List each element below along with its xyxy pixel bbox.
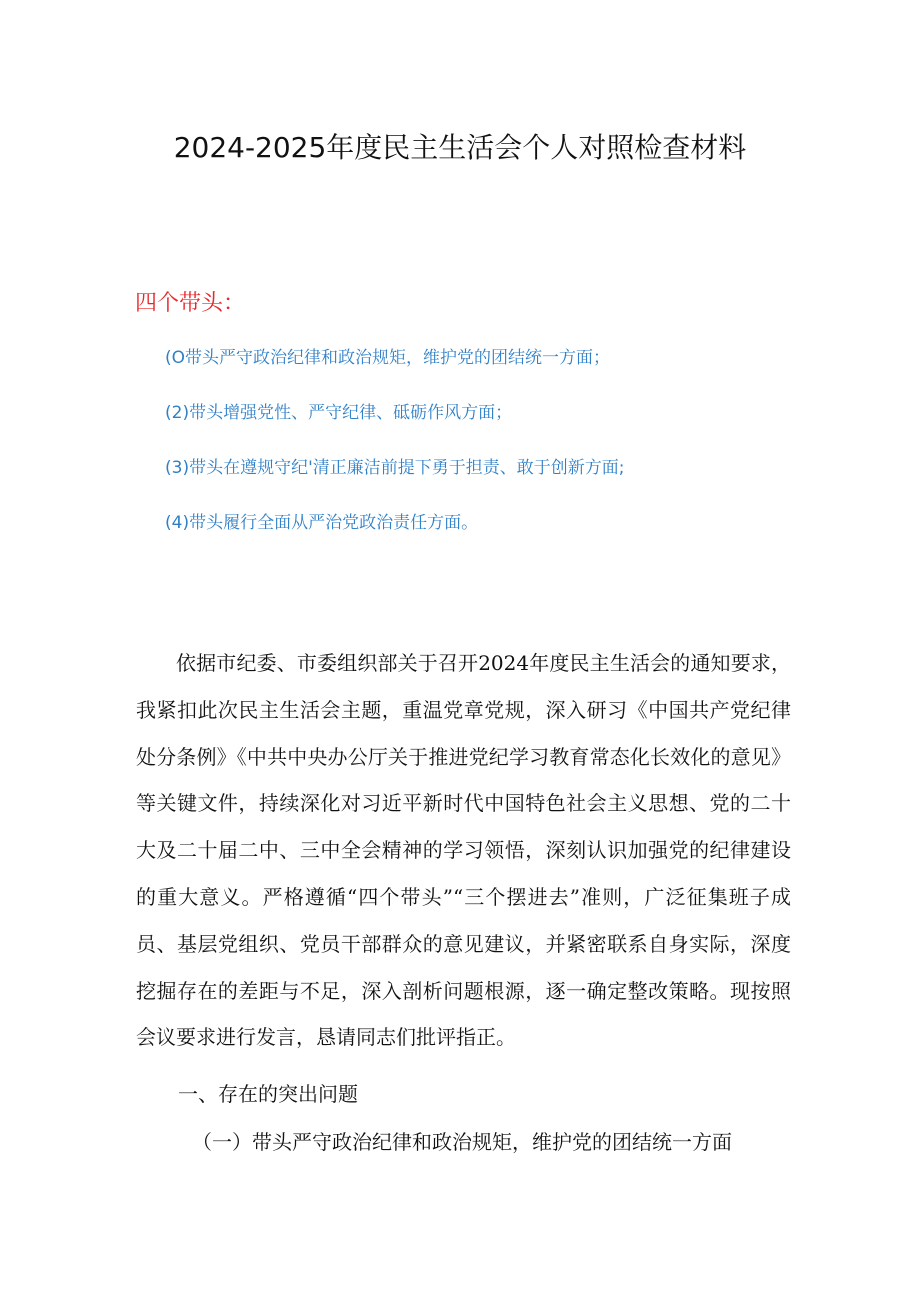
four-leads-item-2: (2)带头增强党性、严守纪律、砥砺作风方面； [165,403,513,423]
four-leads-item-3: (3)带头在遵规守纪'清正廉洁前提下勇于担责、敢于创新方面; [165,458,625,478]
document-title: 2024-2025年度民主生活会个人对照检查材料 [173,131,747,164]
section-heading-problems: 一、存在的突出问题 [178,1082,358,1106]
four-leads-heading: 四个带头： [135,291,246,316]
four-leads-item-1: (O带头严守政治纪律和政治规矩，维护党的团结统一方面； [165,348,611,368]
intro-paragraph: 依据市纪委、市委组织部关于召开2024年度民主生活会的通知要求，我紧扣此次民主生活会主题，重温党章党规，深入研习《中国共产党纪律处分条例》《中共中央办公厅关于推进党纪学习教育常态化长效化的意见》等关键文件，持续深化对习近平新时代中国特色社会主义思想、党的二十大及二十届二中、三中全会精神的学习领悟，深刻认识加强党的纪律建设的重大意义。严格遵循“四个带头”“三个摆进去”准则，广泛征集班子成员、基层党组织、党员干部群众的意见建议，并紧密联系自身实际，深度挖掘存在的差距与不足，深入剖析问题根源，逐一确定整改策略。现按照会议要求进行发言，恳请同志们批评指正。 [136,651,791,1050]
sub-heading-political-discipline: （一）带头严守政治纪律和政治规矩，维护党的团结统一方面 [192,1130,732,1154]
four-leads-item-4: (4)带头履行全面从严治党政治责任方面。 [165,513,479,533]
four-leads-list [165,343,624,563]
